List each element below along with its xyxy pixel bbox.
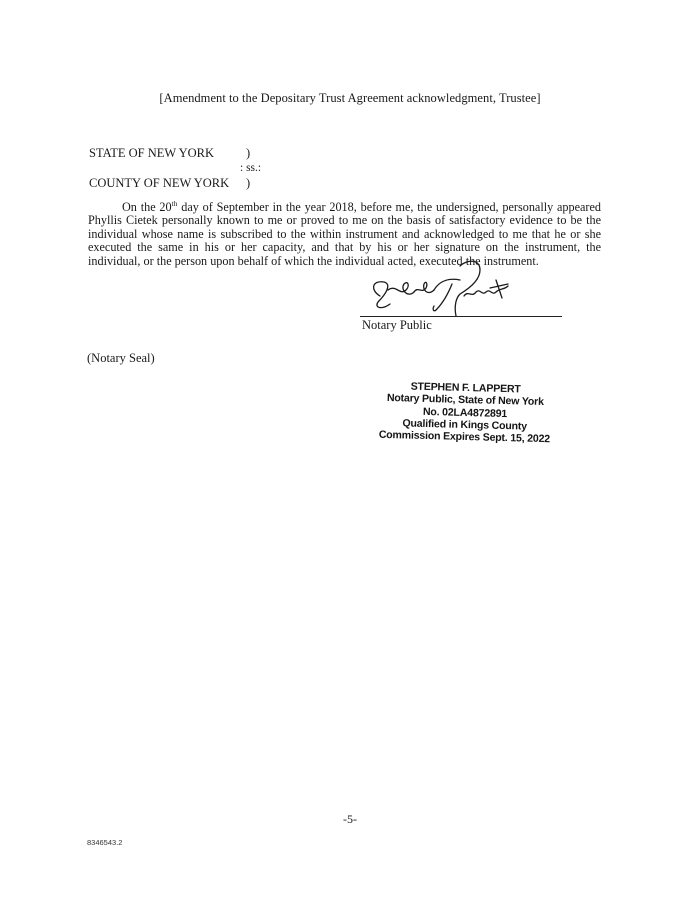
venue-county: COUNTY OF NEW YORK <box>89 176 230 190</box>
page-number: -5- <box>343 812 357 826</box>
document-id: 8346543.2 <box>87 838 123 847</box>
document-heading: [Amendment to the Depositary Trust Agreement acknowledgment, Trustee] <box>159 91 541 105</box>
notary-stamp <box>375 380 555 446</box>
notary-seal-label: (Notary Seal) <box>87 351 155 365</box>
stamp-county: Qualified in Kings County <box>402 417 528 433</box>
acknowledgment-text-start: On the 20 <box>122 200 172 214</box>
notary-public-label: Notary Public <box>362 318 432 332</box>
venue-paren-bottom: ) <box>246 176 251 190</box>
stamp-expiry: Commission Expires Sept. 15, 2022 <box>378 428 551 446</box>
acknowledgment-paragraph <box>88 198 601 268</box>
signature-line <box>360 316 562 317</box>
stamp-number: No. 02LA4872891 <box>422 405 508 420</box>
venue-state: STATE OF NEW YORK <box>89 146 215 160</box>
stamp-name: STEPHEN F. LAPPERT <box>410 380 521 396</box>
ordinal-suffix: th <box>171 198 178 208</box>
venue-ss: : ss.: <box>240 162 262 174</box>
venue-paren-top: ) <box>246 146 251 160</box>
acknowledgment-text-rest: day of September in the year 2018, before me, the undersigned, personally appeared Phyllis Cietek personally known to me or proved to me on the basis of satisfactory evidence to be the individual whose name is subscribed to the within instrument and acknowledged to me that he or she executed the same in his or her capacity, and that by his or her signature on the instrument, the individual, or the person upon behalf of which the individual acted, executed the instrument. <box>88 200 601 268</box>
stamp-title: Notary Public, State of New York <box>386 392 544 409</box>
